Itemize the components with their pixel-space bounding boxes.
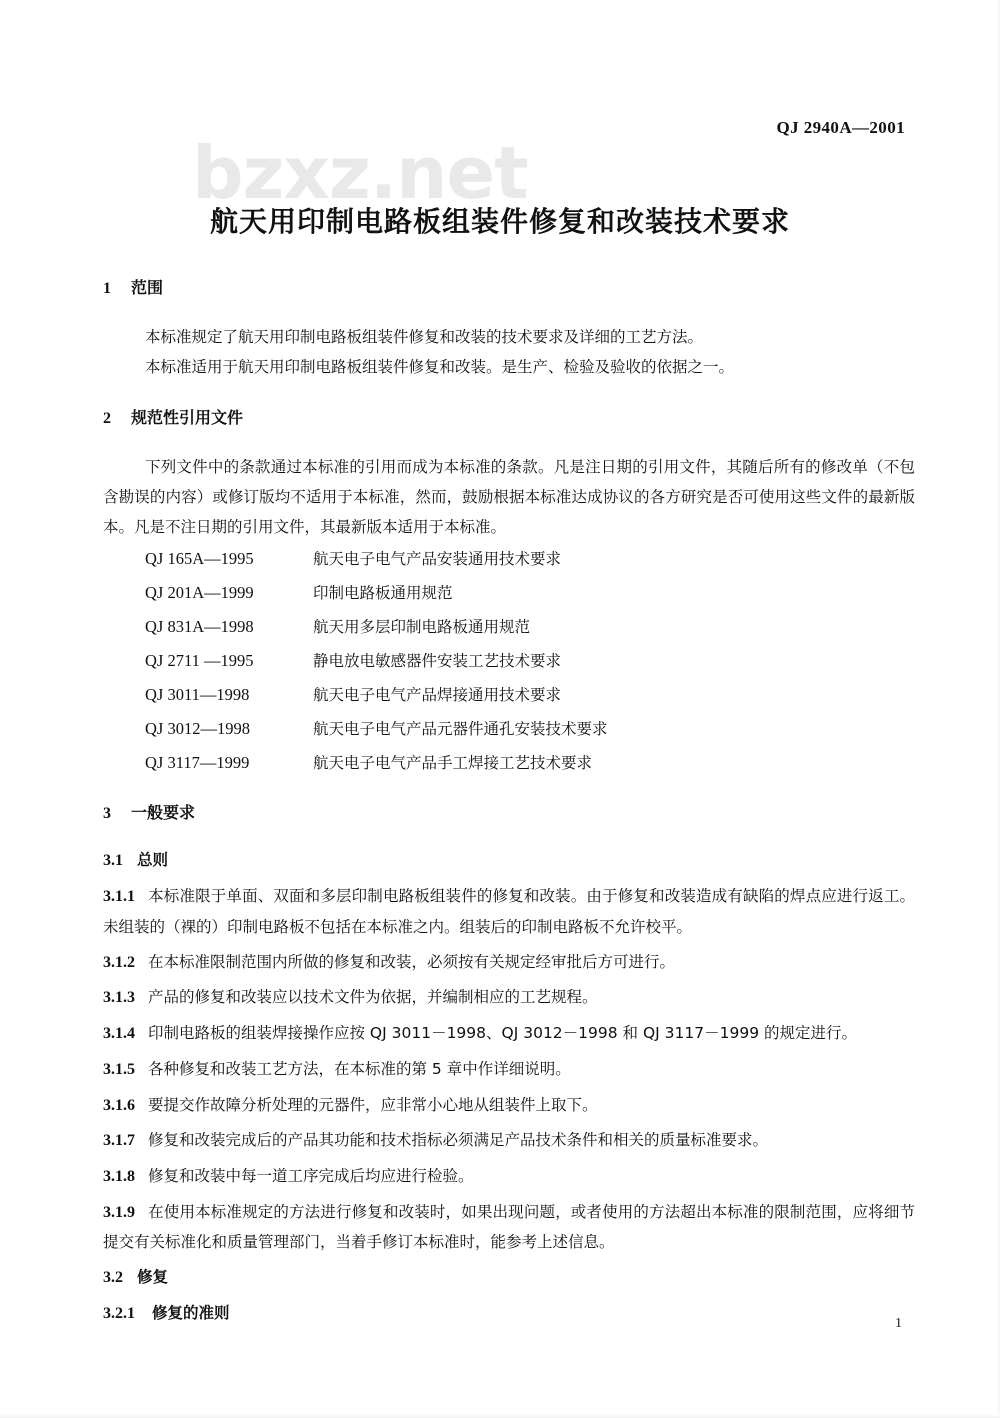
clause-text: 各种修复和改装工艺方法，在本标准的第 5 章中作详细说明。 (148, 1059, 571, 1078)
spacer (103, 382, 915, 408)
clause-text: 本标准限于单面、双面和多层印制电路板组装件的修复和改装。由于修复和改装造成有缺陷的焊点应进行返工。未组装的（裸的）印制电路板不包括在本标准之内。组装后的印制电路板不允许校平。 (103, 887, 915, 936)
clause-3-1-6 (103, 1091, 915, 1122)
clause-3-1-7 (103, 1126, 915, 1157)
normative-reference-list (103, 547, 915, 773)
reference-title: 航天用多层印制电路板通用规范 (313, 617, 531, 636)
clause-text: 修复和改装完成后的产品其功能和技术指标必须满足产品技术条件和相关的质量标准要求。 (148, 1131, 769, 1150)
section1-paragraph-2: 本标准适用于航天用印制电路板组装件修复和改装。是生产、检验及验收的依据之一。 (145, 358, 735, 377)
document-body (103, 278, 915, 1335)
clause-text: 在使用本标准规定的方法进行修复和改装时，如果出现问题，或者使用的方法超出本标准的限制范围，应将细节提交有关标准化和质量管理部门，当着手修订本标准时，能参考上述信息。 (103, 1202, 915, 1252)
clause-text: 要提交作故障分析处理的元器件，应非常小心地从组装件上取下。 (148, 1095, 598, 1114)
page-number: 1 (895, 1316, 902, 1331)
page-edge-bottom (0, 1413, 1000, 1418)
reference-title: 静电放电敏感器件安装工艺技术要求 (313, 651, 562, 670)
subsection-heading-3-2 (103, 1263, 915, 1294)
clause-text: 在本标准限制范围内所做的修复和改装，必须按有关规定经审批后方可进行。 (148, 952, 676, 971)
section-title-3: 一般要求 (131, 802, 196, 822)
clause-3-1-1 (103, 882, 915, 942)
list-item (103, 717, 915, 739)
reference-code: QJ 3117—1999 (145, 752, 250, 772)
clause-number: 3.1.4 (103, 1025, 135, 1043)
list-item (103, 649, 915, 671)
section-title-2: 规范性引用文件 (131, 408, 244, 428)
clause-number: 3.1.1 (103, 888, 135, 906)
list-item (103, 751, 915, 773)
reference-title: 印制电路板通用规范 (313, 583, 453, 602)
list-item (103, 581, 915, 603)
subsection-title-3-1: 总则 (137, 851, 169, 870)
clause-number: 3.1.2 (103, 953, 135, 971)
list-item (103, 547, 915, 569)
reference-code: QJ 165A—1995 (145, 548, 254, 568)
list-item (103, 615, 915, 637)
clause-text: 修复和改装中每一道工序完成后均应进行检验。 (148, 1166, 474, 1185)
clause-heading-3-2-1 (103, 1299, 915, 1330)
section-heading-2 (103, 408, 915, 430)
clause-number: 3.1.6 (103, 1096, 135, 1114)
section-heading-1 (103, 278, 915, 300)
clause-text: 印制电路板的组装焊接操作应按 QJ 3011－1998、QJ 3012－1998 和 QJ 3117－1999 的规定进行。 (148, 1024, 857, 1043)
section-number-1: 1 (103, 280, 111, 297)
clause-3-1-9 (103, 1198, 915, 1258)
clause-3-1-2 (103, 948, 915, 979)
section2-intro-paragraph: 下列文件中的条款通过本标准的引用而成为本标准的条款。凡是注日期的引用文件，其随后所有的修改单（不包含勘误的内容）或修订版均不适用于本标准，然而，鼓励根据本标准达成协议的各方研究是否可使用这些文件的最新版本。凡是不注日期的引用文件，其最新版本适用于本标准。 (103, 458, 915, 537)
clause-3-1-3 (103, 983, 915, 1014)
subsection-title-3-2: 修复 (137, 1268, 169, 1287)
reference-title: 航天电子电气产品手工焊接工艺技术要求 (313, 753, 593, 772)
subsection-heading-3-1 (103, 846, 915, 877)
section-heading-3 (103, 803, 915, 825)
section1-paragraph-1: 本标准规定了航天用印制电路板组装件修复和改装的技术要求及详细的工艺方法。 (145, 327, 704, 346)
reference-code: QJ 201A—1999 (145, 582, 254, 602)
clause-3-1-4 (103, 1019, 915, 1050)
section-number-2: 2 (103, 410, 111, 428)
reference-code: QJ 831A—1998 (145, 616, 254, 636)
list-item (103, 683, 915, 705)
reference-title: 航天电子电气产品焊接通用技术要求 (313, 685, 562, 704)
standard-number-header: QJ 2940A—2001 (776, 118, 905, 137)
clause-number: 3.1.8 (103, 1167, 135, 1185)
clause-3-1-5 (103, 1055, 915, 1086)
clause-number: 3.1.7 (103, 1132, 135, 1150)
subsection-number-3-2: 3.2 (103, 1269, 123, 1287)
watermark-bzxz: bzxz.net (192, 131, 528, 215)
clause-number-3-2-1: 3.2.1 (103, 1304, 135, 1322)
section-title-1: 范围 (131, 278, 164, 297)
section-number-3: 3 (103, 804, 111, 822)
reference-title: 航天电子电气产品元器件通孔安装技术要求 (313, 719, 608, 738)
clause-title-3-2-1: 修复的准则 (152, 1303, 230, 1322)
clause-number: 3.1.9 (103, 1203, 135, 1221)
reference-code: QJ 3011—1998 (145, 684, 250, 704)
clause-text: 产品的修复和改装应以技术文件为依据，并编制相应的工艺规程。 (148, 988, 598, 1007)
reference-title: 航天电子电气产品安装通用技术要求 (313, 549, 562, 568)
clause-number: 3.1.5 (103, 1060, 135, 1078)
page-title: 航天用印制电路板组装件修复和改装技术要求 (209, 205, 790, 238)
spacer (103, 785, 915, 803)
reference-code: QJ 3012—1998 (145, 718, 250, 738)
clause-3-1-8 (103, 1162, 915, 1193)
subsection-number-3-1: 3.1 (103, 852, 123, 870)
clause-number: 3.1.3 (103, 989, 135, 1007)
reference-code: QJ 2711 —1995 (145, 650, 254, 670)
